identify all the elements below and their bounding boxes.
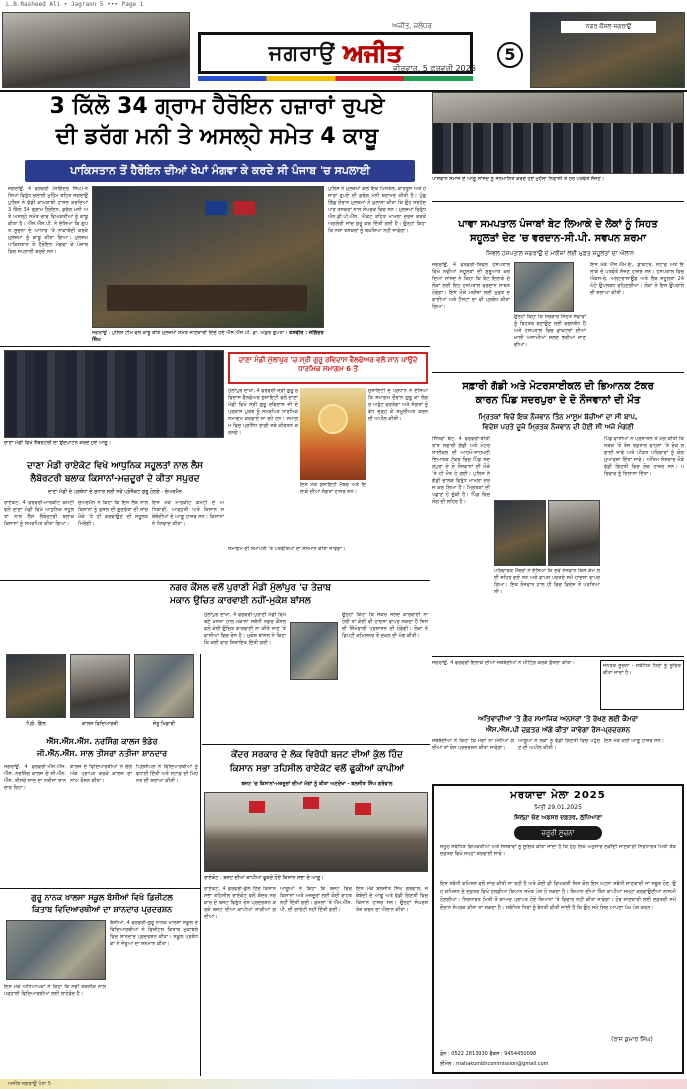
small-ad-box <box>600 660 684 710</box>
lead-body-col1: ਜਗਰਾਉਂ, 4 ਫਰਵਰੀ (ਜੋਗਿੰਦਰ ਸਿੰਘ)-ਨਸ਼ਿਆਂ ਵਿਰੁੱਧ ਚਲਾਈ ਮੁਹਿੰਮ ਤਹਿਤ ਜਗਰਾਉਂ ਪੁਲਿਸ ਨੇ ਵੱਡੀ ਕਾਮਯਾਬੀ ਹਾਸਲ ਕਰਦਿਆਂ 3 ਕਿੱਲੋ 34 ਗ੍ਰਾਮ ਹੈਰੋਇਨ, ਡਰੱਗ ਮਨੀ ਅਤੇ ਅਸਲ੍ਹੇ ਸਮੇਤ ਚਾਰ ਵਿਅਕਤੀਆਂ ਨੂੰ ਕਾਬੂ ਕੀਤਾ ਹੈ। ਐੱਸ.ਐੱਸ.ਪੀ. ਨੇ ਦੱਸਿਆ ਕਿ ਗੁਪਤ ਸੂਚਨਾ ਦੇ ਆਧਾਰ 'ਤੇ ਨਾਕਾਬੰਦੀ ਕਰਕੇ ਮੁਲਜ਼ਮਾਂ ਨੂੰ ਕਾਬੂ ਕੀਤਾ ਗਿਆ। ਮੁਲਜ਼ਮ ਪਾਕਿਸਤਾਨ ਤੋਂ ਹੈਰੋਇਨ ਮੰਗਵਾ ਕੇ ਪੰਜਾਬ ਵਿਚ ਸਪਲਾਈ ਕਰਦੇ ਸਨ। <box>8 186 88 255</box>
ad-subtitle: ਮਿਤੀ 29.01.2025 <box>534 804 582 811</box>
mandi-box-col3: ਇਸ ਮੌਕੇ ਸੁਸਾਇਟੀ ਮੈਂਬਰ ਅਤੇ ਇਲਾਕੇ ਦੀਆਂ ਸੰਗਤਾਂ ਹਾਜ਼ਰ ਸਨ। <box>300 482 366 495</box>
lead-photo-caption: ਜਗਰਾਉਂ : ਪੁਲਿਸ ਟੀਮ ਵਲੋਂ ਕਾਬੂ ਕੀਤੇ ਮੁਲਜ਼ਮਾਂ ਸਮੇਤ ਜਾਣਕਾਰੀ ਦਿੰਦੇ ਹੋਏ ਐੱਸ.ਐੱਸ.ਪੀ. ਡਾ. ਅੰਕੁਰ ਗੁਪਤਾ। ਤਸਵੀਰ : ਜੋਗਿੰਦਰ ਸਿੰਘ <box>92 330 324 343</box>
lead-headline-line2: ਦੀ ਡਰੱਗ ਮਨੀ ਤੇ ਅਸਲ੍ਹੇ ਸਮੇਤ 4 ਕਾਬੂ <box>55 124 379 149</box>
farmer-col3: ਇਸ ਮੌਕੇ ਬਲਜੀਤ ਸਿੰਘ ਗਰੇਵਾਲ, ਜਥੇਬੰਦੀ ਦੇ ਆਗੂ ਅਤੇ ਵੱਡੀ ਗਿਣਤੀ ਵਿਚ ਕਿਸਾਨ ਹਾਜ਼ਰ ਸਨ। ਉਨ੍ਹਾਂ ਸੰਘਰਸ਼ ਤੇਜ਼ ਕਰਨ ਦਾ ਐਲਾਨ ਕੀਤਾ। <box>356 886 428 913</box>
lead-press-photo <box>92 186 324 328</box>
guru-portrait <box>300 388 366 480</box>
police-flag-2 <box>233 201 255 215</box>
accident-victim-photo-1 <box>494 500 546 566</box>
ad-email: ਈਮੇਲ : mahakumbhcommission@gmail.com <box>440 1061 549 1067</box>
building-sign: ਨਗਰ ਕੌਂਸਲ ਜਗਰਾਉਂ <box>561 21 656 33</box>
left-rule-2 <box>0 580 430 581</box>
mandi-col2: ਚੇਅਰਮੈਨ ਨੇ ਕਿਹਾ ਕਿ ਇਸ ਲੈਬ ਨਾਲ ਕਿਸਾਨਾਂ ਨੂੰ ਫ਼ਸਲ ਦੀ ਗੁਣਵੱਤਾ ਦੀ ਜਾਂਚ ਮੌਕੇ 'ਤੇ ਹੀ ਕਰਵਾਉਣ ਦੀ ਸਹੂਲਤ ਮਿਲੇਗੀ। <box>78 500 148 527</box>
print-header: L.B.Rasheed Ali • Jagraon 5 ••• Page 1 <box>6 1 144 8</box>
ad-body: ਇਸ ਸਬੰਧੀ ਕਮਿਸ਼ਨ ਵਲੋਂ ਜਾਂਚ ਕੀਤੀ ਜਾ ਰਹੀ ਹੈ ਅਤੇ ਕੋਈ ਵੀ ਵਿਅਕਤੀ ਜਿਸ ਕੋਲ ਇਸ ਘਟਨਾ ਸਬੰਧੀ ਜਾਣਕਾਰੀ ਜਾਂ ਸਬੂਤ ਹੋਣ, ਉਹ ਕਮਿਸ਼ਨ ਦੇ ਦਫ਼ਤਰ ਵਿਖੇ ਹਲਫ਼ੀਆ ਬਿਆਨ ਸਮੇਤ ਪੇਸ਼ ਹੋ ਸਕਦਾ ਹੈ। ਬਿਆਨ ਦੀਆਂ ਤਿੰਨ ਕਾਪੀਆਂ ਜਮ੍ਹਾਂ ਕਰਵਾਉਣੀਆਂ ਲਾਜ਼ਮੀ ਹੋਣਗੀਆਂ। ਨਿਰਧਾਰਤ ਮਿਤੀ ਤੋਂ ਬਾਅਦ ਪ੍ਰਾਪਤ ਹੋਏ ਬਿਆਨਾਂ 'ਤੇ ਵਿਚਾਰ ਨਹੀਂ ਕੀਤਾ ਜਾਵੇਗਾ। ਹੋਰ ਜਾਣਕਾਰੀ ਲਈ ਦਫ਼ਤਰੀ ਸਮੇਂ ਦੌਰਾਨ ਸੰਪਰਕ ਕੀਤਾ ਜਾ ਸਕਦਾ ਹੈ। ਸਬੰਧਿਤ ਧਿਰਾਂ ਨੂੰ ਬੇਨਤੀ ਕੀਤੀ ਜਾਂਦੀ ਹੈ ਕਿ ਉਹ ਸਮੇਂ ਸਿਰ ਆਪਣਾ ਪੱਖ ਪੇਸ਼ ਕਰਨ। <box>440 881 676 911</box>
ad-intro: ਸਮੂਹ ਸਬੰਧਿਤ ਵਿਅਕਤੀਆਂ ਅਤੇ ਸੰਸਥਾਵਾਂ ਨੂੰ ਸੂਚਿਤ ਕੀਤਾ ਜਾਂਦਾ ਹੈ ਕਿ ਹੇਠ ਲਿਖੇ ਅਨੁਸਾਰ ਲੋੜੀਂਦੀ ਜਾਣਕਾਰੀ ਨਿਰਧਾਰਤ ਮਿਤੀ ਤੱਕ ਦਫ਼ਤਰ ਵਿਖੇ ਜਮ੍ਹਾਂ ਕਰਵਾਈ ਜਾਵੇ। <box>440 844 676 857</box>
masthead-right-photo <box>530 12 685 88</box>
center-rule <box>202 744 430 745</box>
masthead-edition: ਅਜੀਤ, ਜਲੰਧਰ <box>392 22 432 30</box>
lead-subhead: ਪਾਕਿਸਤਾਨ ਤੋਂ ਹੈਰੋਇਨ ਦੀਆਂ ਖੇਪਾਂ ਮੰਗਵਾ ਕੇ ਕਰਦੇ ਸੀ ਪੰਜਾਬ 'ਚ ਸਪਲਾਈ <box>25 160 415 182</box>
mandi-box-headline: ਦਾਣਾ ਮੰਡੀ ਮੁੱਲਾਂਪੁਰ 'ਚ ਸ੍ਰੀ ਗੁਰੂ ਰਵਿਦਾਸ ਵੈਲਫੇਅਰ ਵਲੋਂ ਸ਼ਾਨ ਪਾਉਂਦੇ ਧਾਰਮਿਕ ਸਮਾਗਮ 6 ਤੋਂ <box>228 352 428 384</box>
farmer-headline: ਕੇਂਦਰ ਸਰਕਾਰ ਦੇ ਲੋਕ ਵਿਰੋਧੀ ਬਜਟ ਦੀਆਂ ਕੁੱਲ ਹਿੰਦ ਕਿਸਾਨ ਸਭਾ ਤਹਿਸੀਲ ਰਾਏਕੋਟ ਵਲੋਂ ਫੂਕੀਆਂ ਕਾਪੀਆਂ <box>229 750 405 774</box>
college-photo-2 <box>70 654 130 718</box>
ad-title: ਮਰਯਾਦਾ ਮੇਲਾ 2025 <box>510 790 606 801</box>
college-col2: ਕਾਲਜ ਦੇ ਵਿਦਿਆਰਥੀਆਂ ਨੇ ਚੰਗੇ ਅੰਕ ਪ੍ਰਾਪਤ ਕਰਕੇ ਕਾਲਜ ਦਾ ਨਾਂਅ ਰੌਸ਼ਨ ਕੀਤਾ। <box>70 764 132 784</box>
farmer-col2: ਆਗੂਆਂ ਨੇ ਕਿਹਾ ਕਿ ਬਜਟ ਵਿਚ ਕਿਸਾਨਾਂ ਅਤੇ ਮਜ਼ਦੂਰਾਂ ਲਈ ਕੋਈ ਰਾਹਤ ਨਹੀਂ ਦਿੱਤੀ ਗਈ। ਫ਼ਸਲਾਂ 'ਤੇ ਐੱਮ.ਐੱਸ.ਪੀ. ਦੀ ਗਾਰੰਟੀ ਨਹੀਂ ਦਿੱਤੀ ਗਈ। <box>280 886 352 913</box>
accident-col2: ਪਰਿਵਾਰਕ ਮੈਂਬਰਾਂ ਨੇ ਦੱਸਿਆ ਕਿ ਦੋਵੇਂ ਨੌਜਵਾਨ ਕਿਸੇ ਕੰਮ ਲਈ ਸ਼ਹਿਰ ਗਏ ਸਨ ਅਤੇ ਵਾਪਸ ਪਰਤਦੇ ਸਮੇਂ ਹਾਦਸਾ ਵਾਪਰ ਗਿਆ। ਇਕ ਨੌਜਵਾਨ ਹਾਲ ਹੀ ਵਿਚ ਵਿਦੇਸ਼ ਤੋਂ ਪਰਤਿਆ ਸੀ। <box>494 568 600 595</box>
right-story-col3: ਇਸ ਮੌਕੇ ਐੱਸ.ਐੱਮ.ਓ., ਡਾਕਟਰ, ਸਟਾਫ਼ ਅਤੇ ਇਲਾਕੇ ਦੇ ਪਤਵੰਤੇ ਸੱਜਣ ਹਾਜ਼ਰ ਸਨ। ਹਸਪਤਾਲ ਵਿਚ ਐਕਸ-ਰੇ, ਅਲਟਰਾਸਾਊਂਡ ਅਤੇ ਲੈਬ ਸਹੂਲਤਾਂ 24 ਘੰਟੇ ਉਪਲਬਧ ਰਹਿਣਗੀਆਂ। ਲੋਕਾਂ ਨੇ ਇਸ ਉਪਰਾਲੇ ਦੀ ਸ਼ਲਾਘਾ ਕੀਤੀ। <box>590 262 684 296</box>
ad-org: ਜ਼ਿਲ੍ਹਾ ਚੋਣ ਅਫ਼ਸਰ ਦਫ਼ਤਰ, ਲੁਧਿਆਣਾ <box>513 814 603 821</box>
red-flag-3 <box>355 803 371 815</box>
right-story-small-photo <box>514 262 574 312</box>
ad-signer: (ਰਾਜ ਕੁਮਾਰ ਸਿੰਘ) <box>611 1036 653 1043</box>
masthead-brand: ਅਜੀਤ <box>343 39 403 67</box>
right-story-headline: ਪਾਵਾ ਸਮਪਤਾਲ ਪੰਜਾਬਾਂ ਬੇਟ ਲਿਆਕੇ ਦੇ ਲੋਕਾਂ ਨੂੰ ਸਿਹਤ ਸਹੂਲਤਾਂ ਦੇਣ 'ਚ ਵਰਦਾਨ-ਸੀ.ਪੀ. ਸਵਪਨ ਸ਼ਰਮਾ <box>458 219 658 244</box>
college-photo-1 <box>6 654 66 718</box>
school-col1: ਇਸ ਮੌਕੇ ਅਧਿਆਪਕਾਂ ਨੇ ਕਿਹਾ ਕਿ ਨਵੀਂ ਤਕਨੀਕ ਨਾਲ ਪੜ੍ਹਾਈ ਵਿਦਿਆਰਥੀਆਂ ਲਈ ਲਾਹੇਵੰਦ ਹੈ। <box>4 984 106 997</box>
lead-headline-line1: 3 ਕਿੱਲੋ 34 ਗ੍ਰਾਮ ਹੈਰੋਇਨ ਹਜ਼ਾਰਾਂ ਰੁਪਏ <box>49 94 385 119</box>
masthead-color-bar <box>198 76 473 81</box>
accident-col1: ਸਿੱਧਵਾਂ ਬੇਟ, 4 ਫਰਵਰੀ-ਬੀਤੀ ਰਾਤ ਸਫ਼ਾਰੀ ਗੱਡੀ ਅਤੇ ਮੋਟਰਸਾਈਕਲ ਦੀ ਆਹਮੋ-ਸਾਹਮਣੀ ਭਿਆਨਕ ਟੱਕਰ ਵਿਚ ਪਿੰਡ ਸਦਰਪੁਰਾ ਦੇ ਦੋ ਨੌਜਵਾਨਾਂ ਦੀ ਮੌਕੇ 'ਤੇ ਹੀ ਮੌਤ ਹੋ ਗਈ। ਪੁਲਿਸ ਨੇ ਗੱਡੀ ਚਾਲਕ ਵਿਰੁੱਧ ਮਾਮਲਾ ਦਰਜ ਕਰ ਲਿਆ ਹੈ। ਮ੍ਰਿਤਕਾਂ ਦੀ ਪਛਾਣ ਹੋ ਚੁੱਕੀ ਹੈ। ਪਿੰਡ ਵਿਚ ਸੋਗ ਦੀ ਲਹਿਰ ਹੈ। <box>432 436 490 505</box>
group-people <box>433 123 683 173</box>
mandi-box-col1: ਮੁੱਲਾਂਪੁਰ ਦਾਖਾ, 4 ਫਰਵਰੀ-ਸ੍ਰੀ ਗੁਰੂ ਰਵਿਦਾਸ ਵੈਲਫੇਅਰ ਸੁਸਾਇਟੀ ਵਲੋਂ ਦਾਣਾ ਮੰਡੀ ਵਿਖੇ ਸ੍ਰੀ ਗੁਰੂ ਰਵਿਦਾਸ ਜੀ ਦੇ ਪ੍ਰਕਾਸ਼ ਪੁਰਬ ਨੂੰ ਸਮਰਪਿਤ ਧਾਰਮਿਕ ਸਮਾਗਮ ਕਰਵਾਏ ਜਾ ਰਹੇ ਹਨ। ਸਮਾਗਮ ਵਿਚ ਪ੍ਰਸਿੱਧ ਰਾਗੀ ਜਥੇ ਕੀਰਤਨ ਕਰਨਗੇ। <box>228 388 298 436</box>
school-headline: ਗੁਰੂ ਨਾਨਕ ਖਾਲਸਾ ਸਕੂਲ ਬੱਸੀਆਂ ਵਿਖੇ ਡਿਜ਼ੀਟਲ ਕਿਤਾਬ ਵਿਦਿਆਰਥੀਆਂ ਦਾ ਸ਼ਾਨਦਾਰ ਪ੍ਰਦਰਸ਼ਨ <box>31 893 173 914</box>
mandi-col3: ਇਸ ਮੌਕੇ ਮਾਰਕੀਟ ਕਮੇਟੀ ਦੇ ਅਧਿਕਾਰੀ, ਆੜ੍ਹਤੀ ਅਤੇ ਕਿਸਾਨ ਜਥੇਬੰਦੀਆਂ ਦੇ ਆਗੂ ਹਾਜ਼ਰ ਸਨ। ਕਿਸਾਨਾਂ ਨੇ ਧੰਨਵਾਦ ਕੀਤਾ। <box>152 500 224 527</box>
municipal-col2: ਉਨ੍ਹਾਂ ਕਿਹਾ ਕਿ ਜੇਕਰ ਜਲਦ ਕਾਰਵਾਈ ਨਾ ਹੋਈ ਤਾਂ ਕੋਈ ਵੀ ਹਾਦਸਾ ਵਾਪਰ ਸਕਦਾ ਹੈ ਜਿਸ ਦੀ ਜ਼ਿੰਮੇਵਾਰੀ ਪ੍ਰਸ਼ਾਸਨ ਦੀ ਹੋਵੇਗੀ। ਲੋਕਾਂ ਨੇ ਡਿਪਟੀ ਕਮਿਸ਼ਨਰ ਤੋਂ ਦਖ਼ਲ ਦੀ ਮੰਗ ਕੀਤੀ। <box>342 612 428 639</box>
college-caption-3: ਜੇਤੂ ਖਿਡਾਰੀ <box>152 721 176 727</box>
police-flag <box>205 201 227 215</box>
ad-phone: ਫ਼ੋਨ : 0522 2813930 ਫੈਕਸ : 9454450098 <box>440 1051 537 1057</box>
lead-headline <box>8 92 426 152</box>
accident-col3: ਪਿੰਡ ਵਾਸੀਆਂ ਨੇ ਪ੍ਰਸ਼ਾਸਨ ਤੋਂ ਮੰਗ ਕੀਤੀ ਕਿ ਸੜਕ 'ਤੇ ਤੇਜ਼ ਰਫ਼ਤਾਰ ਵਾਹਨਾਂ 'ਤੇ ਰੋਕ ਲਗਾਈ ਜਾਵੇ ਅਤੇ ਪੀੜਤ ਪਰਿਵਾਰਾਂ ਨੂੰ ਯੋਗ ਮੁਆਵਜ਼ਾ ਦਿੱਤਾ ਜਾਵੇ। ਅੰਤਿਮ ਸੰਸਕਾਰ ਮੌਕੇ ਵੱਡੀ ਗਿਣਤੀ ਵਿਚ ਲੋਕ ਹਾਜ਼ਰ ਸਨ। ਪਰਿਵਾਰ ਨੂੰ ਦਿਲਾਸਾ ਦਿੱਤਾ। <box>604 436 684 477</box>
right-top-group-photo <box>432 92 684 174</box>
masthead-date: ਵੀਰਵਾਰ, 5 ਫਰਵਰੀ 2026 <box>393 64 476 73</box>
red-flag-2 <box>303 797 319 809</box>
college-col3: ਪ੍ਰਿੰਸੀਪਲ ਨੇ ਵਿਦਿਆਰਥੀਆਂ ਨੂੰ ਵਧਾਈ ਦਿੱਤੀ ਅਤੇ ਸਟਾਫ਼ ਦੀ ਮਿਹਨਤ ਦੀ ਸ਼ਲਾਘਾ ਕੀਤੀ। <box>136 764 198 784</box>
mandi-kicker: ਦਾਣਾ ਮੰਡੀ ਦੇ ਪ੍ਰਬੰਧਾਂ ਦੇ ਸੁਧਾਰ ਲਈ ਨਵੇਂ ਪ੍ਰੋਜੈਕਟ ਸ਼ੁਰੂ ਹੋਣਗੇ - ਚੇਅਰਮੈਨ <box>48 489 182 495</box>
municipal-headline: ਨਗਰ ਕੌਂਸਲ ਵਲੋਂ ਪੁਰਾਣੀ ਮੰਡੀ ਮੁੱਲਾਂਪੁਰ 'ਚ ਤੇਜ਼ਾਬ ਮਕਾਨ ਉਚਿਤ ਕਾਰਵਾਈ ਨਹੀਂ-ਮੁਕੇਸ਼ ਬਾਂਸਲ <box>170 583 331 606</box>
column-rule-left <box>200 654 201 1076</box>
college-headline: ਐੱਸ.ਐੱਸ.ਐੱਸ. ਨਰਸਿੰਗ ਕਾਲਜ ਭੰਡੇਰ ਜੀ.ਐੱਨ.ਐੱਸ. ਸਾਲ ਤੀਸਰਾ ਨਤੀਜਾ ਸ਼ਾਨਦਾਰ <box>36 737 168 758</box>
red-flag-1 <box>249 801 265 813</box>
notice-col2: ਆਗੂਆਂ ਨੇ ਲੋਕਾਂ ਨੂੰ ਵੱਡੀ ਗਿਣਤੀ ਵਿਚ ਪਹੁੰਚਣ ਦੀ ਅਪੀਲ ਕੀਤੀ। <box>518 738 600 751</box>
small-ad-text: ਜਨਤਕ ਸੂਚਨਾ - ਸਬੰਧਿਤ ਧਿਰਾਂ ਨੂੰ ਸੂਚਿਤ ਕੀਤਾ ਜਾਂਦਾ ਹੈ। <box>603 663 681 676</box>
school-photo <box>6 920 106 980</box>
college-photo-3 <box>134 654 194 718</box>
municipal-photo <box>290 622 338 680</box>
lead-body-col3: ਪੁਲਿਸ ਨੇ ਮੁਲਜ਼ਮਾਂ ਕੋਲੋਂ ਇਕ ਪਿਸਤੌਲ, ਕਾਰਤੂਸ ਅਤੇ ਹਜ਼ਾਰਾਂ ਰੁਪਏ ਦੀ ਡਰੱਗ ਮਨੀ ਬਰਾਮਦ ਕੀਤੀ ਹੈ। ਪੁੱਛਗਿੱਛ ਦੌਰਾਨ ਮੁਲਜ਼ਮਾਂ ਨੇ ਖ਼ੁਲਾਸਾ ਕੀਤਾ ਕਿ ਉਹ ਸਰਹੱਦ ਪਾਰ ਤਸਕਰਾਂ ਨਾਲ ਸੰਪਰਕ ਵਿਚ ਸਨ। ਮੁਲਜ਼ਮਾਂ ਵਿਰੁੱਧ ਐਨ.ਡੀ.ਪੀ.ਐੱਸ. ਐਕਟ ਤਹਿਤ ਮਾਮਲਾ ਦਰਜ ਕਰਕੇ ਅਗਲੇਰੀ ਜਾਂਚ ਸ਼ੁਰੂ ਕਰ ਦਿੱਤੀ ਗਈ ਹੈ। ਉਨ੍ਹਾਂ ਕਿਹਾ ਕਿ ਨਸ਼ਾ ਤਸਕਰਾਂ ਨੂੰ ਬਖ਼ਸ਼ਿਆ ਨਹੀਂ ਜਾਵੇਗਾ। <box>328 186 426 234</box>
farmer-kicker: ਬਜਟ 'ਚ ਕਿਸਾਨਾਂ-ਮਜ਼ਦੂਰਾਂ ਦੀਆਂ ਮੰਗਾਂ ਨੂੰ ਕੀਤਾ ਅਣਦੇਖਾ - ਬਲਜੀਤ ਸਿੰਘ ਗਰੇਵਾਲ <box>241 781 393 787</box>
right-story-col2: ਉਨ੍ਹਾਂ ਕਿਹਾ ਕਿ ਸਰਕਾਰ ਸਿਹਤ ਸੇਵਾਵਾਂ ਨੂੰ ਬਿਹਤਰ ਬਣਾਉਣ ਲਈ ਵਚਨਬੱਧ ਹੈ ਅਤੇ ਹਸਪਤਾਲ ਵਿਚ ਡਾਕਟਰਾਂ ਦੀਆਂ ਖ਼ਾਲੀ ਅਸਾਮੀਆਂ ਜਲਦ ਭਰੀਆਂ ਜਾਣਗੀਆਂ। <box>514 314 586 348</box>
right-top-caption: ਪਾਸਵਾਨ ਸਮਾਜ ਦੇ ਆਗੂ ਸਾਂਸਦ ਨੂੰ ਸਨਮਾਨਿਤ ਕਰਦੇ ਹੋਏ ਮੁਹੱਲਾ ਨਿਵਾਸੀ ਤੇ ਹੋਰ ਪਤਵੰਤੇ ਸੱਜਣ। <box>432 176 605 182</box>
municipal-col1: ਮੁੱਲਾਂਪੁਰ ਦਾਖਾ, 4 ਫਰਵਰੀ-ਪੁਰਾਣੀ ਮੰਡੀ ਵਿਖੇ ਬਣੇ ਖ਼ਸਤਾ ਹਾਲ ਮਕਾਨਾਂ ਸਬੰਧੀ ਨਗਰ ਕੌਂਸਲ ਵਲੋਂ ਕੋਈ ਉਚਿਤ ਕਾਰਵਾਈ ਨਾ ਕੀਤੇ ਜਾਣ 'ਤੇ ਵਾਸੀਆਂ ਵਿਚ ਰੋਸ ਹੈ। ਮੁਕੇਸ਼ ਬਾਂਸਲ ਨੇ ਕਿਹਾ ਕਿ ਕਈ ਵਾਰ ਸ਼ਿਕਾਇਤ ਦਿੱਤੀ ਗਈ। <box>204 612 286 646</box>
farmer-protest-photo <box>204 792 428 872</box>
farmer-col1: ਰਾਏਕੋਟ, 4 ਫਰਵਰੀ-ਕੁੱਲ ਹਿੰਦ ਕਿਸਾਨ ਸਭਾ ਤਹਿਸੀਲ ਰਾਏਕੋਟ ਵਲੋਂ ਕੇਂਦਰ ਸਰਕਾਰ ਦੇ ਬਜਟ ਵਿਰੁੱਧ ਰੋਸ ਪ੍ਰਦਰਸ਼ਨ ਕਰਕੇ ਬਜਟ ਦੀਆਂ ਕਾਪੀਆਂ ਸਾੜੀਆਂ ਗਈਆਂ। <box>204 886 276 920</box>
mandi-box-col4: ਸਮਾਗਮ ਦੀ ਸਮਾਪਤੀ 'ਤੇ ਪਤਵੰਤਿਆਂ ਦਾ ਸਨਮਾਨ ਕੀਤਾ ਜਾਵੇਗਾ। <box>228 546 346 552</box>
mandi-headline: ਦਾਣਾ ਮੰਡੀ ਰਾਏਕੋਟ ਵਿਖੇ ਆਧੁਨਿਕ ਸਹੂਲਤਾਂ ਨਾਲ ਲੈਸ ਲੈਬੋਰਟਰੀ ਬਲਾਕ ਕਿਸਾਨਾਂ-ਮਜ਼ਦੂਰਾਂ ਦੇ ਕੀਤਾ ਸਪੁਰਦ <box>26 461 204 484</box>
mandi-photo-caption: ਦਾਣਾ ਮੰਡੀ ਵਿਖੇ ਲੈਬੋਰਟਰੀ ਦਾ ਉਦਘਾਟਨ ਕਰਦੇ ਹੋਏ ਆਗੂ। <box>4 440 112 446</box>
halo <box>318 404 348 434</box>
college-caption-1: ਪ੍ਰਿੰ. ਗਿੱਲ <box>26 721 46 727</box>
mandi-col1: ਰਾਏਕੋਟ, 4 ਫਰਵਰੀ-ਮਾਰਕੀਟ ਕਮੇਟੀ ਵਲੋਂ ਦਾਣਾ ਮੰਡੀ ਵਿਖੇ ਆਧੁਨਿਕ ਸਹੂਲਤਾਂ ਨਾਲ ਲੈਸ ਲੈਬੋਰਟਰੀ ਬਲਾਕ ਕਿਸਾਨਾਂ ਨੂੰ ਸਮਰਪਿਤ ਕੀਤਾ ਗਿਆ। <box>4 500 74 527</box>
right-rule-3 <box>432 656 684 657</box>
mandi-box-col2: ਸੁਸਾਇਟੀ ਦੇ ਪ੍ਰਧਾਨ ਨੇ ਦੱਸਿਆ ਕਿ ਸਮਾਗਮ ਦੌਰਾਨ ਗੁਰੂ ਕਾ ਲੰਗਰ ਅਤੁੱਟ ਵਰਤੇਗਾ ਅਤੇ ਸੰਗਤਾਂ ਨੂੰ ਵੱਧ ਚੜ੍ਹ ਕੇ ਸ਼ਮੂਲੀਅਤ ਕਰਨ ਦੀ ਅਪੀਲ ਕੀਤੀ। <box>368 388 428 422</box>
college-col1: ਜਗਰਾਉਂ, 4 ਫਰਵਰੀ-ਐੱਸ.ਐੱਸ.ਐੱਸ. ਨਰਸਿੰਗ ਕਾਲਜ ਦੇ ਜੀ.ਐੱਨ.ਐੱਸ. ਤੀਸਰੇ ਸਾਲ ਦਾ ਨਤੀਜਾ ਸ਼ਾਨਦਾਰ ਰਿਹਾ। <box>4 764 66 791</box>
accident-victim-photo-2 <box>548 500 600 566</box>
notice-headline: ਅਤਿਵਾਦੀਆਂ 'ਤੇ ਗੈਰ ਸਮਾਜਿਕ ਅਨਸਰਾਂ 'ਤੇ ਰੱਖਣ ਲਈ ਕੈਮਰਾ ਐੱਸ.ਐੱਸ.ਪੀ ਦਫ਼ਤਰ ਅੱਗੇ ਕੀਤਾ ਜਾਵੇਗਾ ਰੋਸ-ਪ੍ਰਦਰਸ਼ਨ <box>477 715 638 734</box>
accident-headline: ਸਫ਼ਾਰੀ ਗੱਡੀ ਅਤੇ ਮੋਟਰਸਾਈਕਲ ਦੀ ਭਿਆਨਕ ਟੱਕਰ ਕਾਰਨ ਪਿੰਡ ਸਦਰਪੁਰਾ ਦੇ ਦੋ ਨੌਜਵਾਨਾਂ ਦੀ ਮੌਤ <box>462 381 654 406</box>
page-footer: ਅਜੀਤ ਜਗਰਾਉਂ ਪੰਨਾ 5 <box>0 1079 687 1089</box>
ad-badge: ਜ਼ਰੂਰੀ ਸੂਚਨਾ <box>514 826 602 840</box>
government-ad <box>432 784 684 1074</box>
left-rule-1 <box>0 346 430 347</box>
accident-subhead: ਮ੍ਰਿਤਕਾਂ ਵਿਚੋਂ ਇਕ ਨੌਜਵਾਨ ਤਿੰਨ ਮਾਸੂਮ ਬੱਚੀਆਂ ਦਾ ਸੀ ਬਾਪ, ਵਿਦੇਸ਼ ਪਰਤੇ ਦੂਜੇ ਮ੍ਰਿਤਕ ਨੌਜਵਾਨ ਦੀ ਹੋਈ ਸੀ ਅਜੇ ਮੰਗਣੀ <box>478 413 638 431</box>
school-col2: ਬੱਸੀਆਂ, 4 ਫਰਵਰੀ-ਗੁਰੂ ਨਾਨਕ ਖਾਲਸਾ ਸਕੂਲ ਦੇ ਵਿਦਿਆਰਥੀਆਂ ਨੇ ਡਿਜ਼ੀਟਲ ਕਿਤਾਬ ਮੁਕਾਬਲੇ ਵਿਚ ਸ਼ਾਨਦਾਰ ਪ੍ਰਦਰਸ਼ਨ ਕੀਤਾ। ਸਕੂਲ ਪ੍ਰਬੰਧਕਾਂ ਨੇ ਜੇਤੂਆਂ ਦਾ ਸਨਮਾਨ ਕੀਤਾ। <box>110 920 198 947</box>
notice-upper-text: ਜਗਰਾਉਂ, 4 ਫਰਵਰੀ-ਇਲਾਕੇ ਦੀਆਂ ਜਥੇਬੰਦੀਆਂ ਨੇ ਮੀਟਿੰਗ ਕਰਕੇ ਫ਼ੈਸਲਾ ਕੀਤਾ। <box>432 660 576 666</box>
page-number: 5 <box>497 42 523 68</box>
right-story-kicker: ਸਿਵਲ ਹਸਪਤਾਲ ਜਗਰਾਉਂ ਦੇ ਮਰੀਜ਼ਾਂ ਲਈ ਮੁਫ਼ਤ ਸਹੂਲਤਾਂ ਦਾ ਐਲਾਨ <box>486 250 634 257</box>
right-rule-2 <box>432 372 684 373</box>
masthead-city: ਜਗਰਾਉਂ <box>268 40 336 65</box>
mandi-photo <box>4 350 224 438</box>
notice-col1: ਜਥੇਬੰਦੀਆਂ ਨੇ ਕਿਹਾ ਕਿ ਮੰਗਾਂ ਨਾ ਮੰਨੀਆਂ ਗਈਆਂ ਤਾਂ ਰੋਸ ਪ੍ਰਦਰਸ਼ਨ ਕੀਤਾ ਜਾਵੇਗਾ। <box>432 738 514 751</box>
right-story-col1: ਜਗਰਾਉਂ, 4 ਫਰਵਰੀ-ਸਿਵਲ ਹਸਪਤਾਲ ਵਿਖੇ ਨਵੀਆਂ ਸਹੂਲਤਾਂ ਦੀ ਸ਼ੁਰੂਆਤ ਕਰਦਿਆਂ ਸਾਂਸਦ ਨੇ ਕਿਹਾ ਕਿ ਬੇਟ ਇਲਾਕੇ ਦੇ ਲੋਕਾਂ ਲਈ ਇਹ ਹਸਪਤਾਲ ਵਰਦਾਨ ਸਾਬਤ ਹੋਵੇਗਾ। ਇਸ ਮੌਕੇ ਮਰੀਜ਼ਾਂ ਲਈ ਮੁਫ਼ਤ ਦਵਾਈਆਂ ਅਤੇ ਟੈਸਟਾਂ ਦਾ ਵੀ ਪ੍ਰਬੰਧ ਕੀਤਾ ਗਿਆ। <box>432 262 510 310</box>
right-rule-1 <box>432 201 684 202</box>
left-rule-3 <box>0 888 200 889</box>
seized-items-table <box>107 285 307 311</box>
college-caption-2: ਕਾਲਜ ਵਿਦਿਆਰਥੀ <box>82 721 118 727</box>
farmer-photo-caption: ਰਾਏਕੋਟ : ਬਜਟ ਦੀਆਂ ਕਾਪੀਆਂ ਫੂਕਦੇ ਹੋਏ ਕਿਸਾਨ ਸਭਾ ਦੇ ਆਗੂ। <box>204 875 324 881</box>
masthead-left-photo <box>2 12 190 88</box>
notice-col3: ਇਸ ਮੌਕੇ ਕਈ ਆਗੂ ਹਾਜ਼ਰ ਸਨ। <box>604 738 664 744</box>
